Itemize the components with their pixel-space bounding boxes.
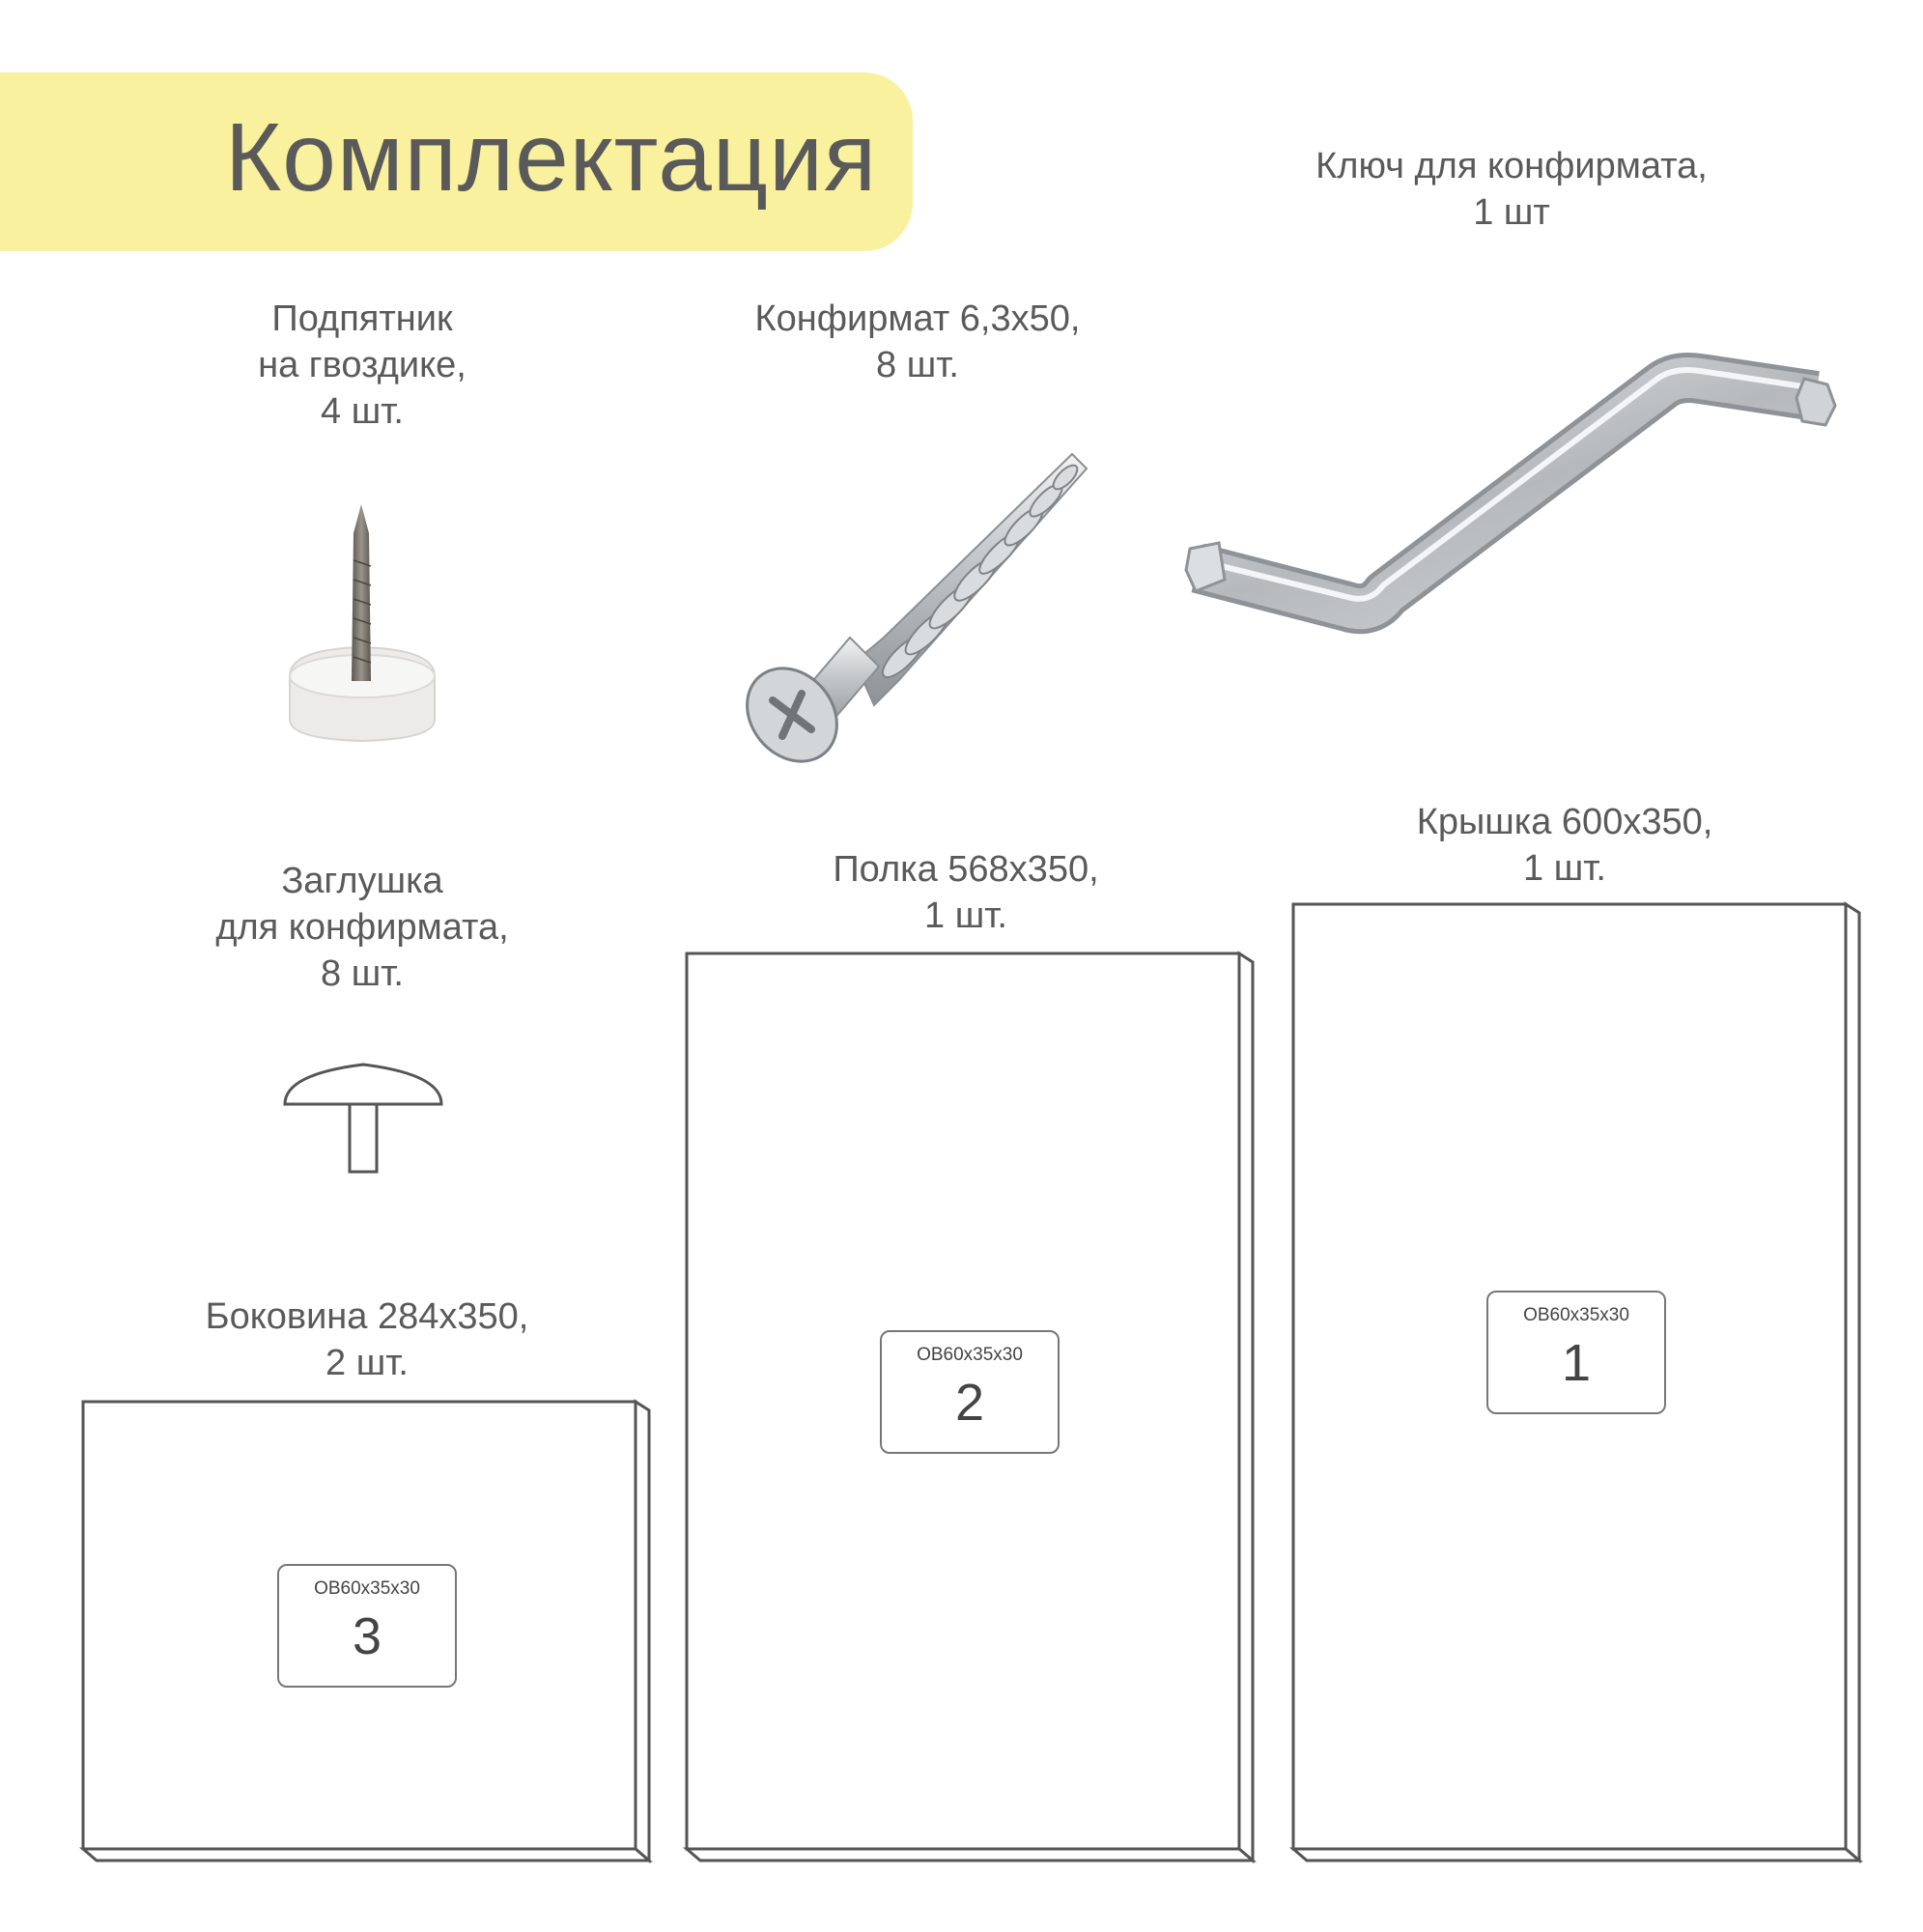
top-cover-number: 1 xyxy=(1561,1334,1592,1392)
foot-glide-icon xyxy=(290,504,435,741)
shelf-number: 2 xyxy=(954,1374,985,1432)
side-panel-code: OB60x35x30 xyxy=(314,1578,420,1599)
side-panel-name: Боковина 284х350, xyxy=(205,1296,529,1337)
hex-key-icon xyxy=(1186,370,1835,609)
top-cover-qty: 1 шт. xyxy=(1523,848,1606,889)
screw-cap-subname: для конфирмата, xyxy=(215,907,509,948)
hex-key-name: Ключ для конфирмата, xyxy=(1315,146,1708,186)
confirmat-screw-qty: 8 шт. xyxy=(876,345,959,385)
confirmat-screw-icon xyxy=(728,454,1087,780)
top-cover-name: Крышка 600х350, xyxy=(1416,802,1713,842)
side-panel-number: 3 xyxy=(352,1607,382,1665)
foot-glide-subname: на гвоздике, xyxy=(258,345,467,385)
screw-cap-icon xyxy=(285,1065,441,1172)
screw-cap-qty: 8 шт. xyxy=(321,953,404,994)
confirmat-screw-name: Конфирмат 6,3х50, xyxy=(754,298,1081,339)
hex-key-qty: 1 шт xyxy=(1473,192,1550,233)
screw-cap-name: Заглушка xyxy=(281,861,443,901)
shelf-qty: 1 шт. xyxy=(924,895,1007,936)
shelf-code: OB60x35x30 xyxy=(917,1345,1023,1365)
foot-glide-name: Подпятник xyxy=(271,298,453,339)
top-cover-code: OB60x35x30 xyxy=(1523,1305,1629,1325)
side-panel-qty: 2 шт. xyxy=(325,1343,409,1383)
shelf-name: Полка 568х350, xyxy=(833,849,1099,890)
page-title: Комплектация xyxy=(225,103,878,212)
foot-glide-qty: 4 шт. xyxy=(321,391,404,432)
